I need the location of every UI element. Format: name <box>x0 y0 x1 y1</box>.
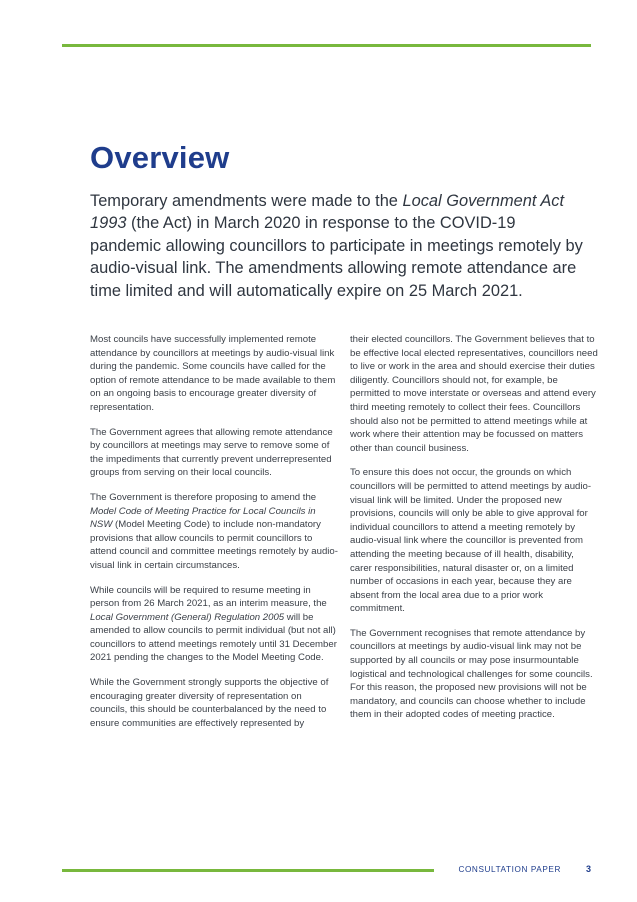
regulation-title: Local Government (General) Regulation 2005 <box>90 611 285 623</box>
footer-label: CONSULTATION PAPER <box>458 865 561 874</box>
left-paragraph-3 <box>90 491 340 573</box>
bottom-divider <box>62 869 434 872</box>
left-paragraph-4-end: will be amended to allow councils to permit individual (but not all) councillors to attend meetings remotely until 31 December 2021 pending the changes to the Model Meeting Code. <box>90 611 337 664</box>
lead-paragraph <box>90 190 590 302</box>
left-paragraph-5: While the Government strongly supports the objective of encouraging greater diversity of representation on councils, this should be counterbalanced by the need to ensure communities are effectively represented by <box>90 677 329 729</box>
right-paragraph-1: their elected councillors. The Government believes that to be effective local elected representatives, councillors need to live or work in the area and should exercise their duties diligently. Councillors should not, for example, be permitted to move interstate or overseas and attend every third meeting remotely to collect their fees. Councillors should also not be permitted to attend meetings while at work where their attention may be focussed on matters other than council business. <box>350 334 598 454</box>
left-column <box>90 333 340 741</box>
lead-text-end: (the Act) in March 2020 in response to the COVID-19 pandemic allowing councillors to participate in meetings remotely by audio-visual link. The amendments allowing remote attendance are time limited and will automatically expire on 25 March 2021. <box>90 214 583 300</box>
left-paragraph-3-end: (Model Meeting Code) to include non-mandatory provisions that allow councils to permit councillors to attend council and committee meetings remotely by audio-visual link in certain circumstances. <box>90 519 338 571</box>
left-paragraph-4 <box>90 584 340 666</box>
left-paragraph-1: Most councils have successfully implemented remote attendance by councillors at meetings by audio-visual link during the pandemic. Some councils have called for the option of remote attendance to be made available to them on an ongoing basis to encourage greater diversity of representation. <box>90 334 336 413</box>
right-paragraph-3: The Government recognises that remote attendance by councillors at meetings by audio-visual link may not be supported by all councils or may pose insurmountable logistical and technological challenges for some councils. For this reason, the proposed new provisions will not be mandatory, and councils can choose whether to include them in their adopted codes of meeting practice. <box>350 627 593 721</box>
page-title: Overview <box>90 140 230 175</box>
right-column <box>350 333 598 733</box>
right-paragraph-2: To ensure this does not occur, the grounds on which councillors will be permitted to attend meetings by audio-visual link will be limited. Under the proposed new provisions, councils will only be able to give approval for individual councillors to attend a meeting remotely by audio-visual link where the councillor is prevented from attending the meeting because of ill health, disability, carer responsibilities, natural disaster or, on a limited number of occasions in each year, because they are absent from the local area due to a prior work commitment. <box>350 467 592 615</box>
lead-act-name: Local Government Act 1993 <box>90 192 565 233</box>
model-code-title: Model Code of Meeting Practice for Local Councils in NSW <box>90 505 316 531</box>
page-number: 3 <box>585 864 591 874</box>
top-divider <box>62 44 591 47</box>
left-paragraph-3-start: The Government is therefore proposing to amend the <box>90 491 317 503</box>
left-paragraph-2: The Government agrees that allowing remote attendance by councillors at meetings may serve to remove some of the impediments that currently prevent underrepresented groups from serving on their local councils. <box>90 426 333 479</box>
left-paragraph-4-start: While councils will be required to resume meeting in person from 26 March 2021, as an interim measure, the <box>90 584 327 610</box>
lead-text-start: Temporary amendments were made to the <box>90 192 403 210</box>
